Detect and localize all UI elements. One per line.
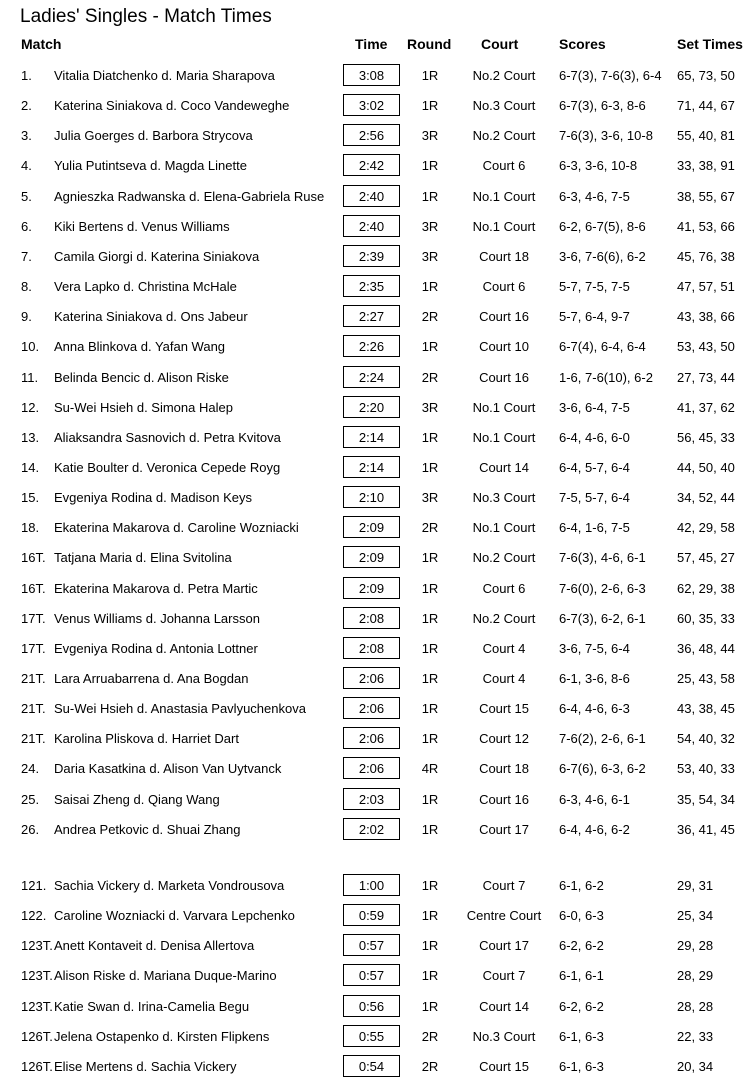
match-cell: Aliaksandra Sasnovich d. Petra Kvitova [54, 429, 281, 445]
match-cell: Lara Arruabarrena d. Ana Bogdan [54, 671, 249, 686]
round-cell: 1R [421, 731, 439, 747]
court-cell: Court 18 [479, 761, 529, 777]
rank-cell: 15. [21, 490, 40, 506]
round-cell: 1R [421, 908, 439, 924]
match-cell: Karolina Pliskova d. Harriet Dart [54, 731, 239, 747]
scores-cell: 6-4, 4-6, 6-2 [559, 821, 630, 837]
set-times-cell: 29, 31 [677, 878, 714, 893]
table-row [0, 664, 756, 694]
scores-cell: 3-6, 7-6(6), 6-2 [559, 248, 646, 264]
scores-cell: 6-1, 6-2 [559, 878, 604, 893]
set-times-cell: 28, 29 [677, 968, 714, 984]
match-cell: Camila Giorgi d. Katerina Siniakova [54, 248, 260, 264]
time-cell: 0:57 [343, 934, 400, 956]
set-times-cell: 22, 33 [677, 1028, 714, 1044]
time-cell: 2:06 [343, 697, 400, 719]
set-times-cell: 71, 44, 67 [677, 98, 735, 114]
match-cell: Tatjana Maria d. Elina Svitolina [54, 550, 232, 566]
set-times-cell: 20, 34 [677, 1058, 714, 1074]
court-cell: Court 10 [479, 339, 529, 355]
rank-cell: 1. [21, 68, 32, 83]
column-header-round: Round [407, 36, 452, 52]
time-cell: 2:35 [343, 275, 400, 297]
time-cell: 2:20 [343, 396, 400, 418]
court-cell: Centre Court [466, 908, 542, 924]
table-row [0, 931, 756, 961]
match-cell: Andrea Petkovic d. Shuai Zhang [54, 821, 241, 837]
set-times-cell: 60, 35, 33 [677, 610, 735, 626]
time-cell: 2:27 [343, 305, 400, 327]
time-cell: 2:24 [343, 366, 400, 388]
rank-cell: 21T. [21, 671, 46, 686]
table-row [0, 242, 756, 272]
rank-cell: 126T. [21, 1058, 53, 1074]
rank-cell: 10. [21, 339, 40, 355]
time-cell: 2:42 [343, 154, 400, 176]
scores-cell: 6-1, 6-3 [559, 1058, 604, 1074]
match-cell: Su-Wei Hsieh d. Anastasia Pavlyuchenkova [54, 701, 306, 717]
scores-cell: 6-2, 6-2 [559, 998, 604, 1014]
rank-cell: 25. [21, 791, 40, 807]
scores-cell: 6-1, 3-6, 8-6 [559, 671, 630, 686]
scores-cell: 6-1, 6-1 [559, 968, 604, 984]
rank-cell: 16T. [21, 550, 46, 566]
court-cell: No.1 Court [472, 188, 536, 204]
set-times-cell: 41, 53, 66 [677, 218, 735, 234]
column-header-court: Court [481, 36, 519, 52]
table-row [0, 634, 756, 664]
rank-cell: 26. [21, 821, 40, 837]
round-cell: 1R [421, 98, 439, 114]
rank-cell: 21T. [21, 731, 46, 747]
match-cell: Anna Blinkova d. Yafan Wang [54, 339, 226, 355]
set-times-cell: 54, 40, 32 [677, 731, 735, 747]
time-cell: 3:08 [343, 64, 400, 86]
set-times-cell: 56, 45, 33 [677, 429, 735, 445]
set-times-cell: 47, 57, 51 [677, 279, 735, 295]
scores-cell: 6-4, 4-6, 6-3 [559, 701, 630, 717]
table-row [0, 423, 756, 453]
match-cell: Ekaterina Makarova d. Caroline Wozniacki [54, 520, 299, 536]
match-cell: Venus Williams d. Johanna Larsson [54, 610, 260, 626]
table-row [0, 1052, 756, 1082]
round-cell: 1R [421, 68, 439, 83]
round-cell: 1R [421, 459, 439, 475]
court-cell: No.3 Court [472, 1028, 536, 1044]
time-cell: 2:14 [343, 426, 400, 448]
scores-cell: 6-3, 4-6, 7-5 [559, 188, 630, 204]
time-cell: 2:09 [343, 577, 400, 599]
scores-cell: 7-5, 5-7, 6-4 [559, 490, 630, 506]
set-times-cell: 25, 34 [677, 908, 714, 924]
round-cell: 1R [421, 671, 439, 686]
table-row [0, 483, 756, 513]
round-cell: 1R [421, 640, 439, 656]
court-cell: Court 7 [482, 968, 526, 984]
scores-cell: 7-6(3), 4-6, 6-1 [559, 550, 646, 566]
time-cell: 2:09 [343, 546, 400, 568]
round-cell: 1R [421, 158, 439, 174]
scores-cell: 6-7(3), 6-3, 8-6 [559, 98, 646, 114]
round-cell: 2R [421, 309, 439, 325]
column-header-set-times: Set Times [677, 36, 743, 52]
set-times-cell: 62, 29, 38 [677, 580, 735, 596]
table-row [0, 302, 756, 332]
court-cell: No.2 Court [472, 550, 536, 566]
rank-cell: 2. [21, 98, 32, 114]
court-cell: No.2 Court [472, 128, 536, 144]
set-times-cell: 36, 41, 45 [677, 821, 735, 837]
court-cell: Court 14 [479, 998, 529, 1014]
rank-cell: 123T. [21, 968, 53, 984]
match-cell: Vitalia Diatchenko d. Maria Sharapova [54, 68, 275, 83]
time-cell: 3:02 [343, 94, 400, 116]
table-row [0, 151, 756, 181]
rank-cell: 13. [21, 429, 40, 445]
set-times-cell: 44, 50, 40 [677, 459, 735, 475]
rank-cell: 7. [21, 248, 32, 264]
court-cell: Court 17 [479, 821, 529, 837]
rank-cell: 11. [21, 369, 39, 385]
time-cell: 2:14 [343, 456, 400, 478]
match-cell: Jelena Ostapenko d. Kirsten Flipkens [54, 1028, 270, 1044]
court-cell: Court 16 [479, 369, 529, 385]
round-cell: 2R [421, 520, 439, 536]
scores-cell: 7-6(3), 3-6, 10-8 [559, 128, 653, 144]
table-row [0, 393, 756, 423]
court-cell: Court 12 [479, 731, 529, 747]
scores-cell: 6-7(4), 6-4, 6-4 [559, 339, 646, 355]
court-cell: Court 16 [479, 309, 529, 325]
court-cell: No.1 Court [472, 218, 536, 234]
table-row [0, 212, 756, 242]
scores-cell: 1-6, 7-6(10), 6-2 [559, 369, 653, 385]
table-row [0, 453, 756, 483]
page-title: Ladies' Singles - Match Times [20, 6, 272, 27]
set-times-cell: 36, 48, 44 [677, 640, 735, 656]
scores-cell: 3-6, 6-4, 7-5 [559, 399, 630, 415]
round-cell: 1R [421, 339, 439, 355]
round-cell: 1R [421, 429, 439, 445]
court-cell: Court 14 [479, 459, 529, 475]
round-cell: 1R [421, 791, 439, 807]
time-cell: 2:03 [343, 788, 400, 810]
match-cell: Alison Riske d. Mariana Duque-Marino [54, 968, 277, 984]
scores-cell: 6-7(3), 6-2, 6-1 [559, 610, 646, 626]
court-cell: Court 4 [482, 640, 526, 656]
set-times-cell: 41, 37, 62 [677, 399, 735, 415]
match-cell: Vera Lapko d. Christina McHale [54, 279, 237, 295]
scores-cell: 5-7, 6-4, 9-7 [559, 309, 630, 325]
match-cell: Belinda Bencic d. Alison Riske [54, 369, 229, 385]
table-row [0, 901, 756, 931]
round-cell: 3R [421, 248, 439, 264]
match-cell: Sachia Vickery d. Marketa Vondrousova [54, 878, 285, 893]
round-cell: 4R [421, 761, 439, 777]
set-times-cell: 28, 28 [677, 998, 714, 1014]
round-cell: 1R [421, 998, 439, 1014]
round-cell: 2R [421, 369, 439, 385]
set-times-cell: 43, 38, 66 [677, 309, 735, 325]
rank-cell: 126T. [21, 1028, 53, 1044]
rank-cell: 123T. [21, 998, 53, 1014]
table-row [0, 91, 756, 121]
scores-cell: 6-3, 3-6, 10-8 [559, 158, 638, 174]
set-times-cell: 65, 73, 50 [677, 68, 735, 83]
table-row [0, 1022, 756, 1052]
round-cell: 1R [421, 610, 439, 626]
match-cell: Evgeniya Rodina d. Madison Keys [54, 490, 253, 506]
court-cell: Court 16 [479, 791, 529, 807]
match-cell: Kiki Bertens d. Venus Williams [54, 218, 230, 234]
set-times-cell: 53, 43, 50 [677, 339, 735, 355]
round-cell: 3R [421, 218, 439, 234]
court-cell: Court 6 [482, 279, 526, 295]
table-row [0, 785, 756, 815]
time-cell: 2:08 [343, 607, 400, 629]
set-times-cell: 38, 55, 67 [677, 188, 735, 204]
round-cell: 3R [421, 490, 439, 506]
match-cell: Saisai Zheng d. Qiang Wang [54, 791, 220, 807]
court-cell: Court 17 [479, 938, 529, 954]
table-row [0, 543, 756, 573]
rank-cell: 17T. [21, 610, 46, 626]
scores-cell: 6-7(3), 7-6(3), 6-4 [559, 68, 662, 83]
scores-cell: 6-7(6), 6-3, 6-2 [559, 761, 646, 777]
court-cell: Court 6 [482, 158, 526, 174]
scores-cell: 6-2, 6-2 [559, 938, 604, 954]
time-cell: 2:26 [343, 335, 400, 357]
set-times-cell: 55, 40, 81 [677, 128, 735, 144]
time-cell: 2:40 [343, 215, 400, 237]
match-cell: Katie Swan d. Irina-Camelia Begu [54, 998, 250, 1014]
match-cell: Elise Mertens d. Sachia Vickery [54, 1058, 237, 1074]
column-header-time: Time [355, 36, 388, 52]
match-cell: Julia Goerges d. Barbora Strycova [54, 128, 253, 144]
match-cell: Su-Wei Hsieh d. Simona Halep [54, 399, 233, 415]
court-cell: No.3 Court [472, 490, 536, 506]
table-row [0, 694, 756, 724]
table-row [0, 332, 756, 362]
table-row [0, 182, 756, 212]
scores-cell: 6-4, 4-6, 6-0 [559, 429, 630, 445]
rank-cell: 123T. [21, 938, 53, 954]
scores-cell: 6-1, 6-3 [559, 1028, 604, 1044]
round-cell: 1R [421, 279, 439, 295]
table-row [0, 121, 756, 151]
rank-cell: 5. [21, 188, 32, 204]
set-times-cell: 42, 29, 58 [677, 520, 735, 536]
match-cell: Katerina Siniakova d. Ons Jabeur [54, 309, 248, 325]
rank-cell: 8. [21, 279, 32, 295]
match-cell: Katie Boulter d. Veronica Cepede Royg [54, 459, 281, 475]
table-row [0, 272, 756, 302]
court-cell: Court 4 [482, 671, 526, 686]
rank-cell: 14. [21, 459, 40, 475]
scores-cell: 6-4, 1-6, 7-5 [559, 520, 630, 536]
rank-cell: 121. [21, 878, 47, 893]
table-row [0, 604, 756, 634]
table-row [0, 724, 756, 754]
set-times-cell: 45, 76, 38 [677, 248, 735, 264]
rank-cell: 16T. [21, 580, 46, 596]
time-cell: 0:59 [343, 904, 400, 926]
time-cell: 2:02 [343, 818, 400, 840]
table-row [0, 815, 756, 845]
time-cell: 0:56 [343, 995, 400, 1017]
court-cell: No.3 Court [472, 98, 536, 114]
round-cell: 2R [421, 1028, 439, 1044]
rank-cell: 122. [21, 908, 47, 924]
court-cell: No.2 Court [472, 610, 536, 626]
set-times-cell: 43, 38, 45 [677, 701, 735, 717]
set-times-cell: 57, 45, 27 [677, 550, 735, 566]
scores-cell: 6-2, 6-7(5), 8-6 [559, 218, 646, 234]
round-cell: 1R [421, 938, 439, 954]
table-row [0, 992, 756, 1022]
time-cell: 2:06 [343, 667, 400, 689]
court-cell: No.1 Court [472, 429, 536, 445]
round-cell: 1R [421, 968, 439, 984]
time-cell: 2:10 [343, 486, 400, 508]
set-times-cell: 34, 52, 44 [677, 490, 735, 506]
rank-cell: 3. [21, 128, 32, 144]
rank-cell: 6. [21, 218, 32, 234]
rank-cell: 18. [21, 520, 40, 536]
court-cell: Court 6 [482, 580, 526, 596]
table-row [0, 61, 756, 91]
set-times-cell: 53, 40, 33 [677, 761, 735, 777]
scores-cell: 7-6(2), 2-6, 6-1 [559, 731, 646, 747]
match-cell: Evgeniya Rodina d. Antonia Lottner [54, 640, 258, 656]
round-cell: 1R [421, 580, 439, 596]
round-cell: 3R [421, 128, 439, 144]
scores-cell: 7-6(0), 2-6, 6-3 [559, 580, 646, 596]
table-row [0, 363, 756, 393]
time-cell: 2:06 [343, 757, 400, 779]
time-cell: 0:54 [343, 1055, 400, 1077]
time-cell: 2:06 [343, 727, 400, 749]
court-cell: Court 15 [479, 701, 529, 717]
match-cell: Anett Kontaveit d. Denisa Allertova [54, 938, 255, 954]
table-row [0, 961, 756, 991]
scores-cell: 5-7, 7-5, 7-5 [559, 279, 630, 295]
court-cell: No.1 Court [472, 399, 536, 415]
rank-cell: 9. [21, 309, 32, 325]
table-row [0, 574, 756, 604]
time-cell: 2:40 [343, 185, 400, 207]
round-cell: 2R [421, 1058, 439, 1074]
round-cell: 1R [421, 550, 439, 566]
time-cell: 2:09 [343, 516, 400, 538]
round-cell: 1R [421, 188, 439, 204]
round-cell: 1R [421, 821, 439, 837]
scores-cell: 6-3, 4-6, 6-1 [559, 791, 630, 807]
court-cell: Court 7 [482, 878, 526, 893]
set-times-cell: 33, 38, 91 [677, 158, 735, 174]
round-cell: 1R [421, 878, 439, 893]
scores-cell: 6-4, 5-7, 6-4 [559, 459, 630, 475]
match-cell: Katerina Siniakova d. Coco Vandeweghe [54, 98, 290, 114]
time-cell: 1:00 [343, 874, 400, 896]
column-header-match: Match [21, 36, 62, 52]
match-cell: Daria Kasatkina d. Alison Van Uytvanck [54, 761, 282, 777]
column-header-scores: Scores [559, 36, 606, 52]
match-cell: Caroline Wozniacki d. Varvara Lepchenko [54, 908, 295, 924]
table-row [0, 754, 756, 784]
rank-cell: 12. [21, 399, 40, 415]
rank-cell: 24. [21, 761, 40, 777]
round-cell: 1R [421, 701, 439, 717]
match-cell: Ekaterina Makarova d. Petra Martic [54, 580, 258, 596]
table-row [0, 513, 756, 543]
scores-cell: 6-0, 6-3 [559, 908, 604, 924]
time-cell: 0:57 [343, 964, 400, 986]
court-cell: Court 15 [479, 1058, 529, 1074]
time-cell: 2:56 [343, 124, 400, 146]
scores-cell: 3-6, 7-5, 6-4 [559, 640, 630, 656]
time-cell: 2:39 [343, 245, 400, 267]
table-row [0, 871, 756, 901]
rank-cell: 21T. [21, 701, 46, 717]
rank-cell: 4. [21, 158, 32, 174]
set-times-cell: 35, 54, 34 [677, 791, 735, 807]
round-cell: 3R [421, 399, 439, 415]
match-cell: Agnieszka Radwanska d. Elena-Gabriela Ruse [54, 188, 325, 204]
time-cell: 0:55 [343, 1025, 400, 1047]
match-cell: Yulia Putintseva d. Magda Linette [54, 158, 247, 174]
time-cell: 2:08 [343, 637, 400, 659]
court-cell: No.1 Court [472, 520, 536, 536]
court-cell: No.2 Court [472, 68, 536, 83]
set-times-cell: 25, 43, 58 [677, 671, 735, 686]
set-times-cell: 27, 73, 44 [677, 369, 735, 385]
court-cell: Court 18 [479, 248, 529, 264]
rank-cell: 17T. [21, 640, 46, 656]
set-times-cell: 29, 28 [677, 938, 714, 954]
